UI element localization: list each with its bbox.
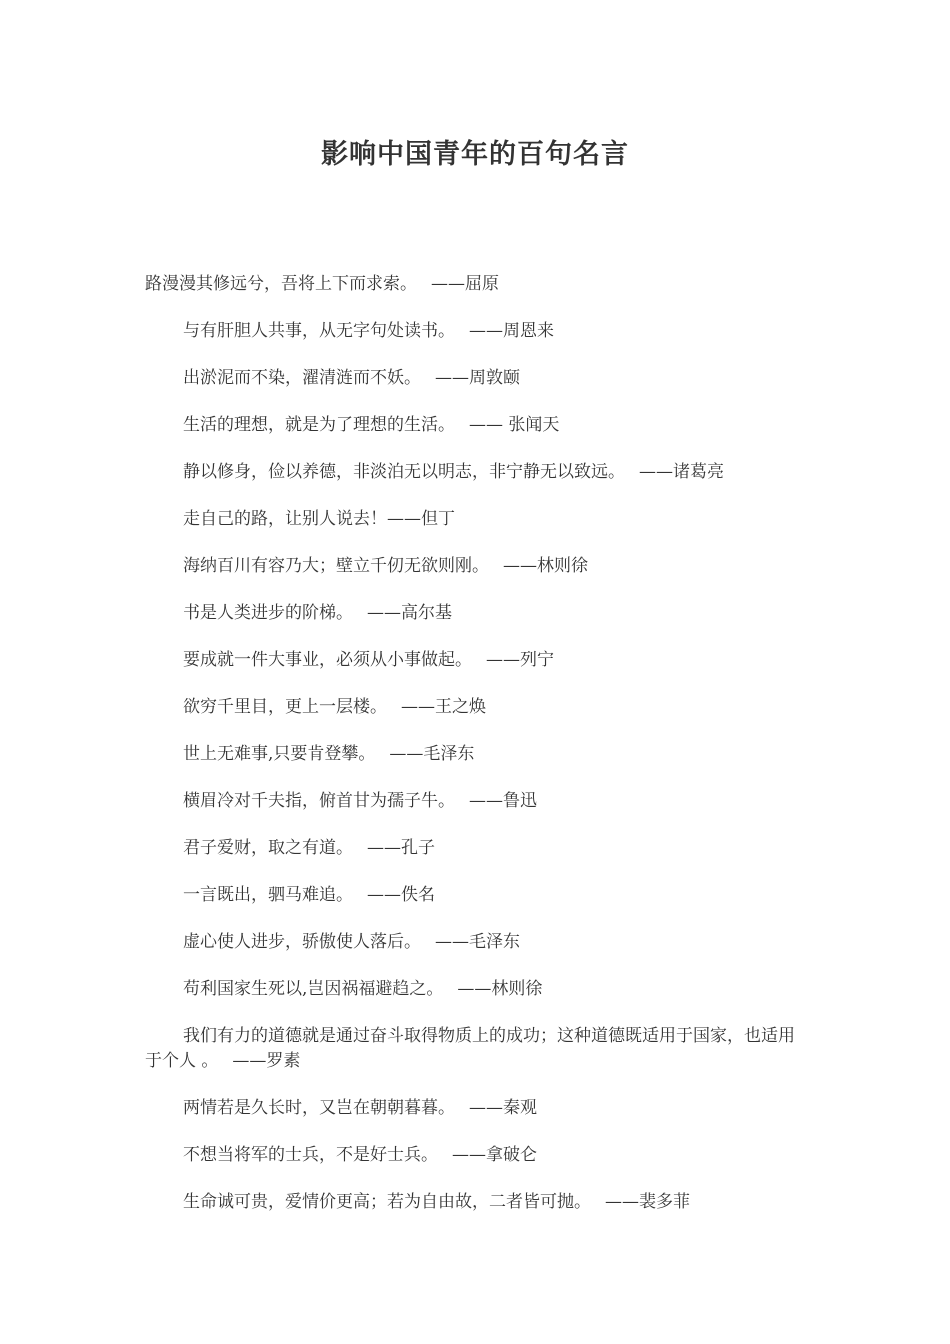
quote-item — [145, 1024, 810, 1074]
quote-author: ——裴多菲 — [605, 1192, 690, 1212]
quote-item — [145, 977, 810, 1002]
quote-text: 出淤泥而不染，濯清涟而不妖。 — [183, 368, 421, 388]
quote-text: 要成就一件大事业，必须从小事做起。 — [183, 650, 472, 670]
quote-item — [145, 742, 810, 767]
quote-item — [145, 1143, 810, 1168]
quote-author: ——高尔基 — [367, 603, 452, 623]
quote-author: ——鲁迅 — [469, 791, 537, 811]
quote-item — [145, 272, 810, 297]
quote-author: ——列宁 — [486, 650, 554, 670]
quote-author: ——孔子 — [367, 838, 435, 858]
quote-author: ——秦观 — [469, 1098, 537, 1118]
quote-text: 君子爱财，取之有道。 — [183, 838, 353, 858]
quote-text: 静以修身，俭以养德，非淡泊无以明志，非宁静无以致远。 — [183, 462, 625, 482]
quote-text: 欲穷千里目，更上一层楼。 — [183, 697, 387, 717]
quote-item — [145, 883, 810, 908]
quote-text: 生命诚可贵，爱情价更高；若为自由故，二者皆可抛。 — [183, 1192, 591, 1212]
quote-author: ——毛泽东 — [389, 744, 475, 764]
quote-text: 两情若是久长时，又岂在朝朝暮暮。 — [183, 1098, 455, 1118]
quote-author: ——诸葛亮 — [639, 462, 724, 482]
quote-text: 路漫漫其修远兮，吾将上下而求索。 — [145, 274, 417, 294]
quote-item — [145, 789, 810, 814]
quote-author: ——屈原 — [431, 274, 499, 294]
quote-author: ——周敦颐 — [435, 368, 520, 388]
quote-text: 虚心使人进步，骄傲使人落后。 — [183, 932, 421, 952]
quote-text: 与有肝胆人共事，从无字句处读书。 — [183, 321, 455, 341]
quote-text: 海纳百川有容乃大；壁立千仞无欲则刚。 — [183, 556, 489, 576]
quote-text: 走自己的路，让别人说去！——但丁 — [183, 509, 455, 529]
quote-item — [145, 507, 810, 532]
quote-author: ——拿破仑 — [452, 1145, 537, 1165]
quote-text: 一言既出，驷马难追。 — [183, 885, 353, 905]
quote-text: 世上无难事,只要肯登攀。 — [183, 744, 376, 764]
quote-author: —— 张闻天 — [469, 415, 560, 435]
quote-item — [145, 648, 810, 673]
quote-item — [145, 319, 810, 344]
quote-author: ——罗素 — [232, 1051, 301, 1071]
quote-item — [145, 1190, 810, 1215]
quote-item — [145, 836, 810, 861]
quote-item — [145, 554, 810, 579]
quote-text: 横眉冷对千夫指，俯首甘为孺子牛。 — [183, 791, 455, 811]
quote-item — [145, 413, 810, 438]
quote-list — [145, 272, 810, 1237]
quote-author: ——佚名 — [367, 885, 435, 905]
quote-item — [145, 695, 810, 720]
quote-text: 苟利国家生死以,岂因祸福避趋之。 — [183, 979, 444, 999]
quote-text: 我们有力的道德就是通过奋斗取得物质上的成功；这种道德既适用于国家，也适用于个人 。 — [145, 1026, 795, 1071]
quote-author: ——周恩来 — [469, 321, 554, 341]
quote-item — [145, 1096, 810, 1121]
quote-text: 书是人类进步的阶梯。 — [183, 603, 353, 623]
document-title: 影响中国青年的百句名言 — [321, 139, 629, 170]
quote-text: 生活的理想，就是为了理想的生活。 — [183, 415, 455, 435]
quote-item — [145, 366, 810, 391]
quote-item — [145, 460, 810, 485]
quote-author: ——王之焕 — [401, 697, 486, 717]
quote-author: ——林则徐 — [503, 556, 588, 576]
quote-author: ——毛泽东 — [435, 932, 520, 952]
quote-item — [145, 930, 810, 955]
quote-author: ——林则徐 — [457, 979, 543, 999]
quote-item — [145, 601, 810, 626]
quote-text: 不想当将军的士兵，不是好士兵。 — [183, 1145, 438, 1165]
